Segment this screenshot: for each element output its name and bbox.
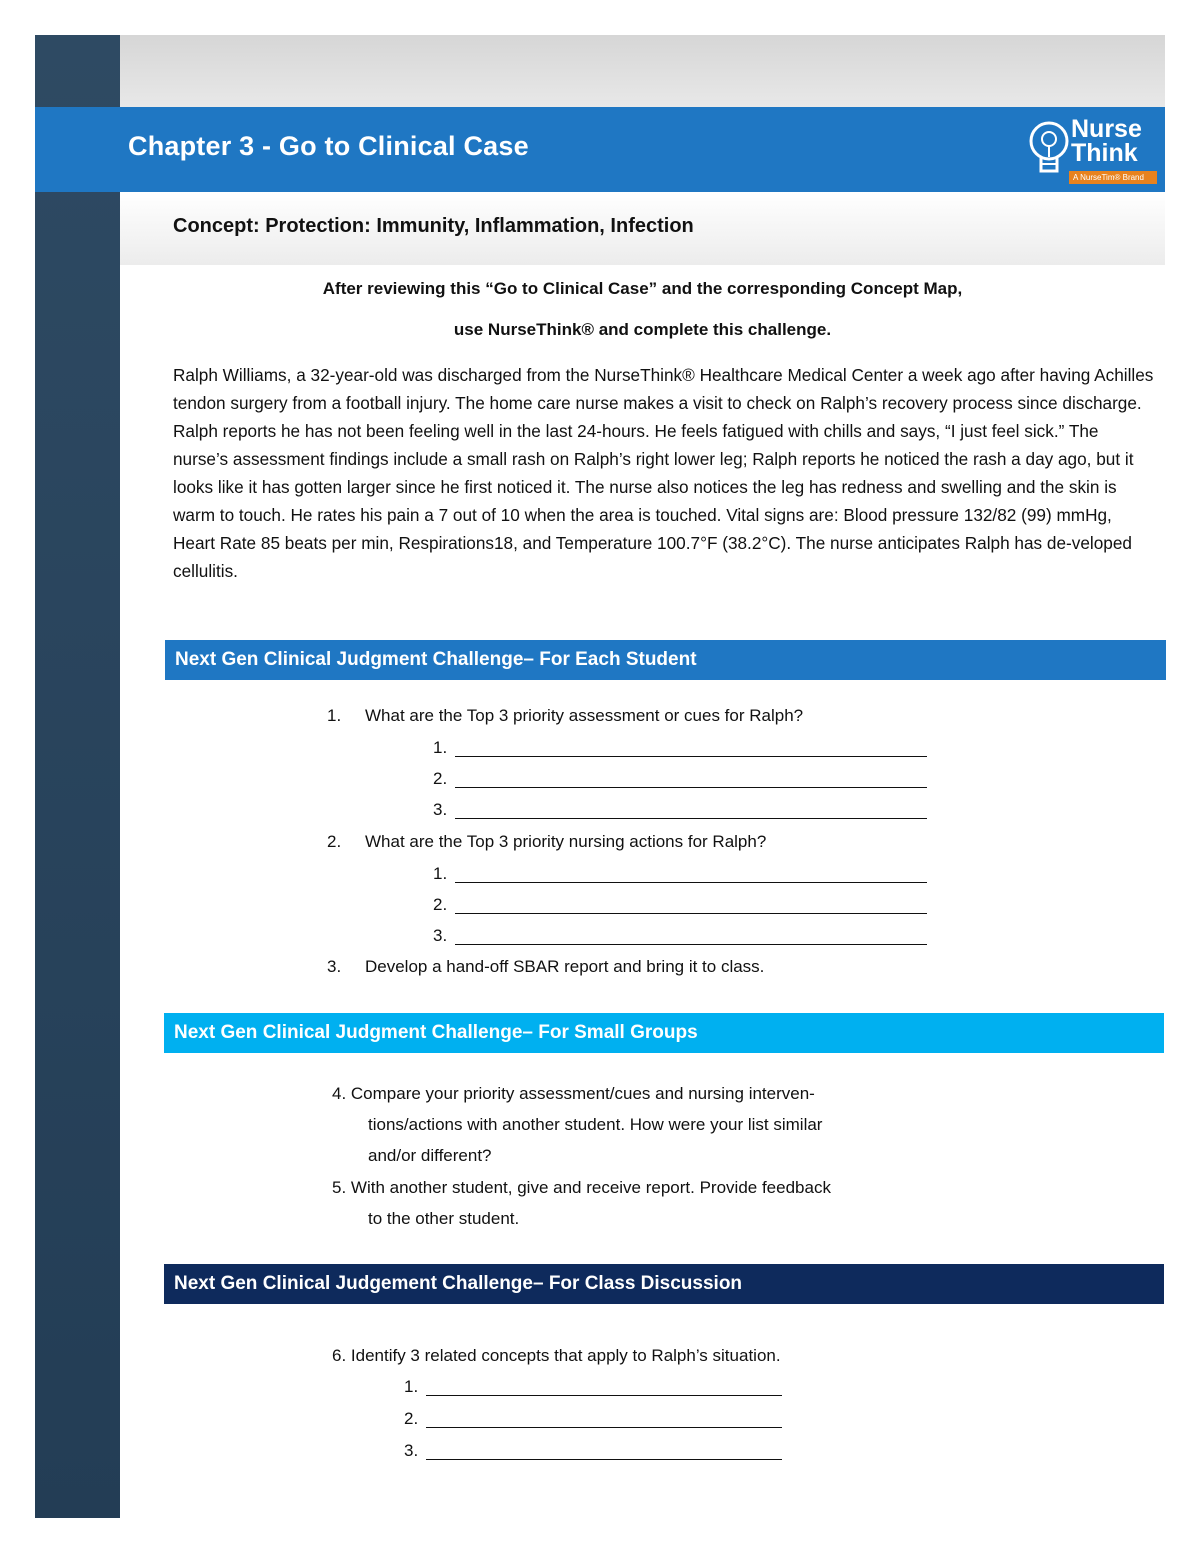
answer-2-3[interactable]: [433, 926, 447, 946]
answer-line[interactable]: [455, 800, 927, 819]
nursethink-logo: [1025, 113, 1160, 187]
question-2: [327, 832, 766, 852]
question-3: [327, 957, 764, 977]
answer-2-2[interactable]: [433, 895, 447, 915]
section-class-discussion-bar: Next Gen Clinical Judgement Challenge– For Class Discussion: [164, 1264, 1164, 1304]
logo-text-nurse: Nurse: [1071, 115, 1142, 143]
question-3-text: Develop a hand-off SBAR report and bring it to class.: [365, 957, 765, 976]
page-title: Chapter 3 - Go to Clinical Case: [128, 131, 529, 161]
question-1: [327, 706, 803, 726]
question-6: 6. Identify 3 related concepts that apply to Ralph’s situation.: [332, 1346, 781, 1365]
question-1-number: 1.: [327, 706, 342, 725]
chapter-header: [35, 107, 1165, 192]
case-paragraph: Ralph Williams, a 32-year-old was discharged from the NurseThink® Healthcare Medical Center a week ago after having Achilles tendon surgery from a football injury. The home care nurse makes a visit to check on Ralph’s recovery process since discharge. Ralph reports he has not been feeling well in the last 24-hours. He feels fatigued with chills and says, “I just feel sick.” The nurse’s assessment findings include a small rash on Ralph’s right lower leg; Ralph reports he noticed the rash a day ago, but it looks like it has gotten larger since he first noticed it. The nurse also notices the leg has redness and swelling and the skin is warm to touch. He rates his pain a 7 out of 10 when the area is touched. Vital signs are: Blood pressure 132/82 (99) mmHg, Heart Rate 85 beats per min, Respirations18, and Temperature 100.7°F (38.2°C). The nurse anticipates Ralph has de-veloped cellulitis.: [173, 365, 1154, 581]
answer-label: 2.: [433, 769, 448, 788]
answer-label: 3.: [433, 800, 448, 819]
question-5-line-2: to the other student.: [368, 1209, 520, 1228]
answer-label: 2.: [433, 895, 448, 914]
logo-text-think: Think: [1071, 139, 1138, 167]
answer-label: 1.: [433, 738, 448, 757]
question-3-number: 3.: [327, 957, 342, 976]
question-5-line-1: 5. With another student, give and receive report. Provide feedback: [332, 1178, 831, 1197]
answer-1-3[interactable]: [433, 800, 447, 820]
answer-2-1[interactable]: [433, 864, 447, 884]
question-4-line-2: tions/actions with another student. How were your list similar: [368, 1115, 823, 1134]
answer-line[interactable]: [455, 895, 927, 914]
answer-line[interactable]: [426, 1441, 782, 1460]
answer-label: 1.: [433, 864, 448, 883]
answer-1-2[interactable]: [433, 769, 447, 789]
left-sidebar-band: [35, 35, 120, 1518]
question-2-text: What are the Top 3 priority nursing actions for Ralph?: [365, 832, 767, 851]
answer-line[interactable]: [455, 738, 927, 757]
question-4-line-1: 4. Compare your priority assessment/cues and nursing interven-: [332, 1084, 815, 1103]
question-2-number: 2.: [327, 832, 342, 851]
answer-line[interactable]: [455, 926, 927, 945]
answer-label: 3.: [433, 926, 448, 945]
answer-line[interactable]: [426, 1377, 782, 1396]
question-4-line-3: and/or different?: [368, 1146, 492, 1165]
logo-tagline: A NurseTim® Brand: [1073, 173, 1144, 182]
concept-heading: Concept: Protection: Immunity, Inflammation, Infection: [173, 215, 694, 237]
concept-band: [120, 192, 1165, 265]
answer-line[interactable]: [455, 769, 927, 788]
answer-label: 3.: [404, 1441, 419, 1460]
section-small-groups-bar: Next Gen Clinical Judgment Challenge– For Small Groups: [164, 1013, 1164, 1053]
answer-6-1[interactable]: [404, 1377, 418, 1397]
answer-6-3[interactable]: [404, 1441, 418, 1461]
intro-line-2: use NurseThink® and complete this challenge.: [453, 320, 832, 339]
answer-line[interactable]: [426, 1409, 782, 1428]
section-each-student-bar: Next Gen Clinical Judgment Challenge– For Each Student: [165, 640, 1166, 680]
answer-1-1[interactable]: [433, 738, 447, 758]
intro-line-1: After reviewing this “Go to Clinical Case” and the corresponding Concept Map,: [322, 279, 963, 298]
answer-label: 1.: [404, 1377, 419, 1396]
question-1-text: What are the Top 3 priority assessment or cues for Ralph?: [365, 706, 804, 725]
top-band: [120, 35, 1165, 107]
answer-6-2[interactable]: [404, 1409, 418, 1429]
answer-line[interactable]: [455, 864, 927, 883]
answer-label: 2.: [404, 1409, 419, 1428]
